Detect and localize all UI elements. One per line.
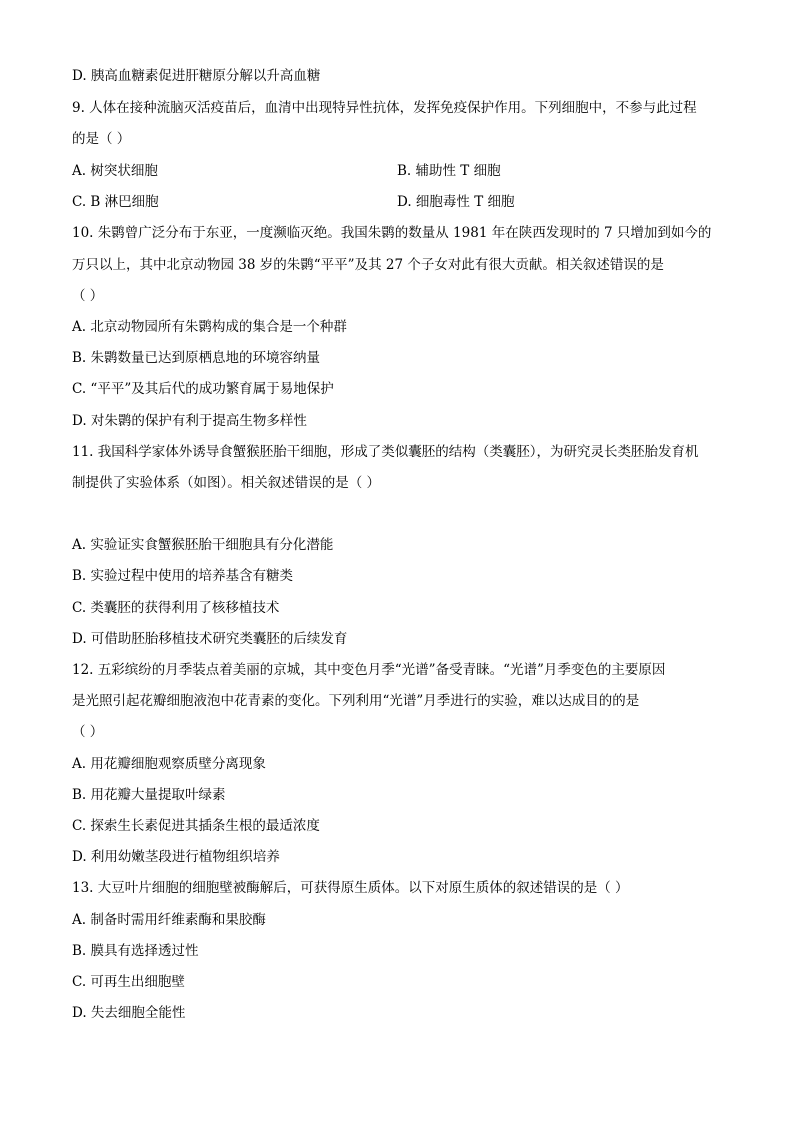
q10-option-a: A. 北京动物园所有朱鹮构成的集合是一个种群 [72, 319, 347, 335]
q10-option-b: B. 朱鹮数量已达到原栖息地的环境容纳量 [72, 350, 321, 366]
q13-stem: 13. 大豆叶片细胞的细胞壁被酶解后，可获得原生质体。以下对原生质体的叙述错误的是（ ） [72, 880, 629, 896]
q9-option-c: C. B 淋巴细胞 [72, 194, 159, 210]
q12-option-b: B. 用花瓣大量提取叶绿素 [72, 787, 226, 803]
q12-stem-line2: 是光照引起花瓣细胞液泡中花青素的变化。下列利用“光谱”月季进行的实验，难以达成目的的是 [72, 693, 640, 709]
q11-option-b: B. 实验过程中使用的培养基含有糖类 [72, 568, 294, 584]
q12-option-a: A. 用花瓣细胞观察质壁分离现象 [72, 756, 266, 772]
q10-stem-line2: 万只以上，其中北京动物园 38 岁的朱鹮“平平”及其 27 个子女对此有很大贡献。相关叙述错误的是 [72, 257, 664, 273]
q9-option-d: D. 细胞毒性 T 细胞 [397, 194, 515, 210]
q10-stem-line1: 10. 朱鹮曾广泛分布于东亚，一度濒临灭绝。我国朱鹮的数量从 1981 年在陕西发现时的 7 只增加到如今的 [72, 225, 712, 241]
q9-option-b: B. 辅助性 T 细胞 [397, 163, 501, 179]
q11-option-d: D. 可借助胚胎移植技术研究类囊胚的后续发育 [72, 631, 348, 647]
q11-stem-line2: 制提供了实验体系（如图）。相关叙述错误的是（ ） [72, 475, 381, 491]
q11-option-a: A. 实验证实食蟹猴胚胎干细胞具有分化潜能 [72, 537, 334, 553]
q13-option-a: A. 制备时需用纤维素酶和果胶酶 [72, 912, 266, 928]
q10-option-d: D. 对朱鹮的保护有利于提高生物多样性 [72, 413, 307, 429]
q10-stem-line3: （ ） [72, 288, 104, 304]
q9-option-a: A. 树突状细胞 [72, 163, 158, 179]
q12-option-c: C. 探索生长素促进其插条生根的最适浓度 [72, 818, 320, 834]
q12-option-d: D. 利用幼嫩茎段进行植物组织培养 [72, 849, 280, 865]
q9-stem-line2: 的是（ ） [72, 131, 131, 147]
q12-stem-line3: （ ） [72, 724, 104, 740]
q10-option-c: C. “平平”及其后代的成功繁育属于易地保护 [72, 381, 334, 397]
q13-option-b: B. 膜具有选择透过性 [72, 943, 199, 959]
q8-option-d: D. 胰高血糖素促进肝糖原分解以升高血糖 [72, 68, 321, 84]
q11-stem-line1: 11. 我国科学家体外诱导食蟹猴胚胎干细胞，形成了类似囊胚的结构（类囊胚），为研究灵长类胚胎发育机 [72, 444, 699, 460]
q11-option-c: C. 类囊胚的获得利用了核移植技术 [72, 600, 280, 616]
q13-option-d: D. 失去细胞全能性 [72, 1005, 186, 1021]
q9-stem-line1: 9. 人体在接种流脑灭活疫苗后，血清中出现特异性抗体，发挥免疫保护作用。下列细胞中，不参与此过程 [72, 100, 697, 116]
q12-stem-line1: 12. 五彩缤纷的月季装点着美丽的京城，其中变色月季“光谱”备受青睐。“光谱”月季变色的主要原因 [72, 662, 666, 678]
q13-option-c: C. 可再生出细胞壁 [72, 974, 185, 990]
